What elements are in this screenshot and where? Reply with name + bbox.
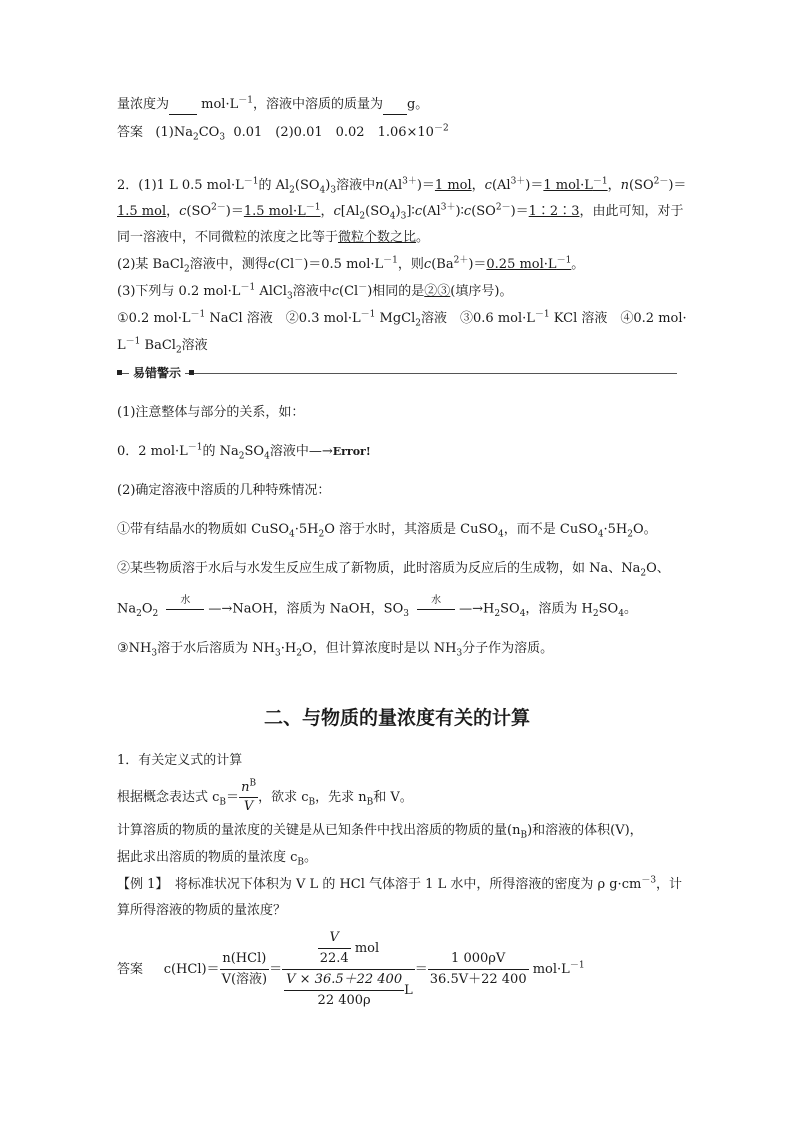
q2-line-3: 同一溶液中，不同微粒的浓度之比等于微粒个数之比。: [117, 230, 430, 245]
warn-item-2a: ①带有结晶水的物质如 $CuSO_4\cdot 5H_2O$ 溶于水时，其溶质是 CuSO$_4$，而不是 $CuSO_4\cdot 5H_2O$。: [117, 522, 657, 540]
warning-title: 易错警示: [129, 366, 185, 380]
fraction-compound: $\frac{V}{22.4}$ mol $\frac{V \times 36.5+22 400}{22 400\rho}$ L: [282, 928, 415, 1011]
warning-bar: [117, 366, 677, 380]
answer-1: 答案 $(1)Na_2CO_3$ 0.01 (2)0.01 0.02 $1.06\times 10^{-2}$: [117, 123, 449, 143]
warn-item-2c: $③NH_3$溶于水后溶质为 $NH_3\cdot H_2O$，但计算浓度时是以 $NH_3$分子作为溶质。: [117, 641, 554, 659]
example-1: 【例 1】 将标准状况下体积为 V L 的 HCl 气体溶于 1 L 水中，所得溶液的密度为 ρ $g\cdot cm^{-3}$，计: [117, 875, 683, 892]
formula-line: 根据概念表达式 $c_B=$ $\frac{n^B}{V}$ ，欲求 $c_B$，先求 $n_B$和 V。: [117, 778, 413, 814]
fraction: $\frac{\text{n(HCl)}}{\text{V(溶液)}}$: [221, 951, 268, 987]
square-icon: [117, 370, 122, 375]
blank-2: [383, 96, 407, 115]
reaction-arrow: 水: [162, 600, 208, 618]
q2-line-1: 2．(1)1 L 0.5 $mol\cdot L^{-1}$的 $Al_2(SO_4)_3$溶液中$n(Al^{3+})=1$ mol，$c(Al^{3+})=1$ $mol\cdot L^{-1}$，$n(SO^{2-})=$: [117, 176, 687, 196]
q2-line-4: (2)某 BaCl$_2$溶液中，测得c(Cl－)＝0.5 $mol\cdot L^{-1}$，则$c(Ba^{2+})=0.25$ $mol\cdot L^{-1}$。: [117, 255, 585, 275]
q2-line-5: (3)下列与 0.2 $mol\cdot L^{-1}$ AlCl$_3$溶液中c(Cl－)相同的是②③(填序号)。: [117, 282, 513, 302]
fraction: $\frac{1 000\rho V}{36.5V+22 400}$: [429, 951, 527, 987]
section-title: 二、与物质的量浓度有关的计算: [263, 707, 530, 729]
warn-item-2: (2)确定溶液中溶质的几种特殊情况：: [117, 483, 331, 498]
reaction-arrow: 水: [413, 600, 459, 618]
answer-formula: 答案 c(HCl)＝ $\frac{\text{n(HCl)}}{\text{V(溶液)}}$ ＝ $\frac{V}{22.4}$ mol $\frac{V \times 36.5+22 400}{22 400\rho}$ L ＝ $\frac{1 000\rho V}{36.5V+22 400}$ $mol\cdot L^{-1}$: [117, 928, 585, 1011]
warn-item-2b-cont: $Na_2O_2$ 水 —→NaOH，溶质为 NaOH，$SO_3$ 水 $—\to H_2SO_4$，溶质为 $H_2SO_4$。: [117, 595, 637, 620]
blank-1: [169, 96, 197, 115]
warn-item-2b: ②某些物质溶于水后与水发生反应生成了新物质，此时溶质为反应后的生成物，如 Na、$Na_2O$、: [117, 561, 670, 579]
q2-line-7: $L^{-1}$ BaCl$_2$溶液: [117, 336, 208, 356]
fraction: $\frac{n^B}{V}$: [241, 778, 257, 814]
line-q1-tail: 量浓度为 $mol\cdot L^{-1}$，溶液中溶质的质量为 g。: [117, 96, 428, 115]
warning-rule: [117, 373, 677, 374]
warn-example: 0．2 $mol\cdot L^{-1}$的 $Na_2SO_4$溶液中—→Error!: [117, 442, 371, 462]
subsection-1: 1．有关定义式的计算: [117, 753, 243, 768]
q2-line-6: ①0.2 $mol\cdot L^{-1}$ NaCl 溶液 ②0.3 $mol\cdot L^{-1}$ MgCl$_2$溶液 ③0.6 $mol\cdot L^{-1}$ KCl 溶液 ④0.2 mol·: [117, 309, 687, 329]
square-icon: [189, 370, 194, 375]
q2-line-2: 1.5 mol，$c(SO^{2-})=1.5$ $mol\cdot L^{-1}$，$c[Al_2(SO_4)_3]∶c(Al^{3+})∶c(SO^{2-})=1∶2∶3$，由此可知，对于: [117, 202, 684, 222]
warn-item-1: (1)注意整体与部分的关系，如：: [117, 405, 305, 420]
example-1-cont: 算所得溶液的物质的量浓度？: [117, 903, 287, 918]
paragraph-1: 计算溶质的物质的量浓度的关键是从已知条件中找出溶质的物质的量$(n_B)$和溶液的体积(V)，: [117, 823, 643, 841]
paragraph-1-cont: 据此求出溶质的物质的量浓度 $c_B$。: [117, 850, 318, 868]
